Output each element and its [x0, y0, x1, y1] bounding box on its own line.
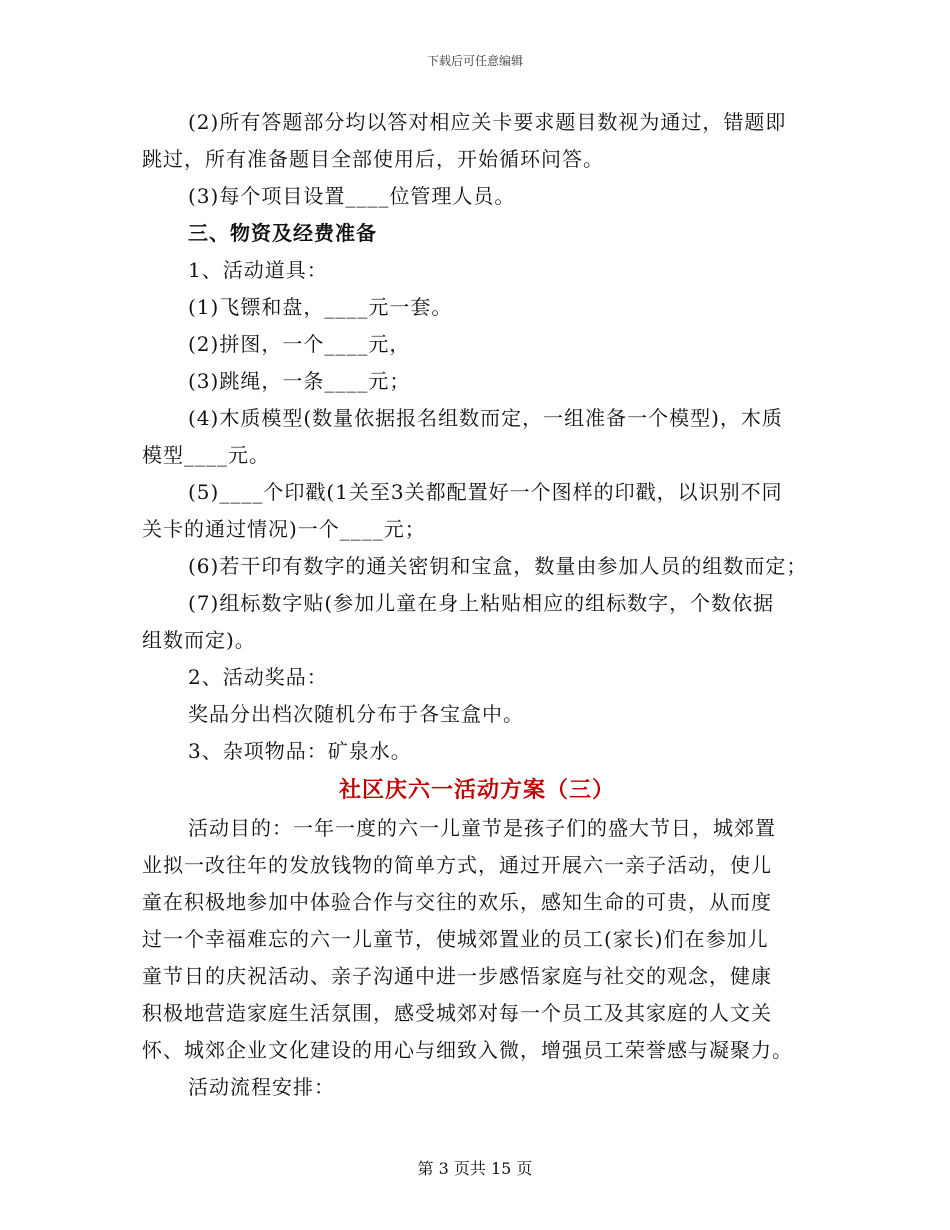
paragraph-line: 2、活动奖品：	[188, 665, 328, 689]
paragraph-line: (1)飞镖和盘，____元一套。	[188, 295, 453, 319]
paragraph-line: (6)若干印有数字的通关密钥和宝盒，数量由参加人员的组数而定；	[188, 554, 808, 578]
paragraph-line: (2)所有答题部分均以答对相应关卡要求题目数视为通过，错题即	[188, 110, 787, 134]
paragraph-line: 3、杂项物品：矿泉水。	[188, 739, 412, 763]
section-heading: 三、物资及经费准备	[188, 221, 377, 245]
paragraph-line: 跳过，所有准备题目全部使用后，开始循环问答。	[142, 147, 604, 171]
paragraph-line: 童节日的庆祝活动、亲子沟通中进一步感悟家庭与社交的观念，健康	[142, 964, 772, 988]
paragraph-line: (4)木质模型(数量依据报名组数而定，一组准备一个模型)，木质	[188, 406, 783, 430]
paragraph-line: 1、活动道具：	[188, 258, 328, 282]
paragraph-line: 积极地营造家庭生活氛围，感受城郊对每一个员工及其家庭的人文关	[142, 1001, 772, 1025]
paragraph-line: (2)拼图，一个____元，	[188, 332, 411, 356]
paragraph-line: (3)跳绳，一条____元；	[188, 369, 411, 393]
paragraph-line: 组数而定)。	[142, 628, 256, 652]
paragraph-line: 奖品分出档次随机分布于各宝盒中。	[188, 702, 524, 726]
page-header: 下载后可任意编辑	[426, 54, 523, 68]
section-title: 社区庆六一活动方案（三）	[338, 777, 615, 803]
paragraph-line: 活动目的：一年一度的六一儿童节是孩子们的盛大节日，城郊置	[188, 816, 776, 840]
paragraph-line: 模型____元。	[142, 443, 270, 467]
paragraph-line: 关卡的通过情况)一个____元；	[142, 517, 426, 541]
paragraph-line: (3)每个项目设置____位管理人员。	[188, 184, 516, 208]
paragraph-line: 怀、城郊企业文化建设的用心与细致入微，增强员工荣誉感与凝聚力。	[142, 1038, 793, 1062]
paragraph-line: (7)组标数字贴(参加儿童在身上粘贴相应的组标数字，个数依据	[188, 591, 775, 615]
paragraph-line: 业拟一改往年的发放钱物的简单方式，通过开展六一亲子活动，使儿	[142, 853, 772, 877]
paragraph-line: 活动流程安排：	[188, 1075, 335, 1099]
page-footer: 第 3 页共 15 页	[417, 1159, 533, 1178]
paragraph-line: 过一个幸福难忘的六一儿童节，使城郊置业的员工(家长)们在参加儿	[142, 927, 769, 951]
paragraph-line: 童在积极地参加中体验合作与交往的欢乐，感知生命的可贵，从而度	[142, 890, 772, 914]
paragraph-line: (5)____个印戳(1关至3关都配置好一个图样的印戳，以识别不同	[188, 480, 783, 504]
document-body	[142, 104, 812, 1106]
